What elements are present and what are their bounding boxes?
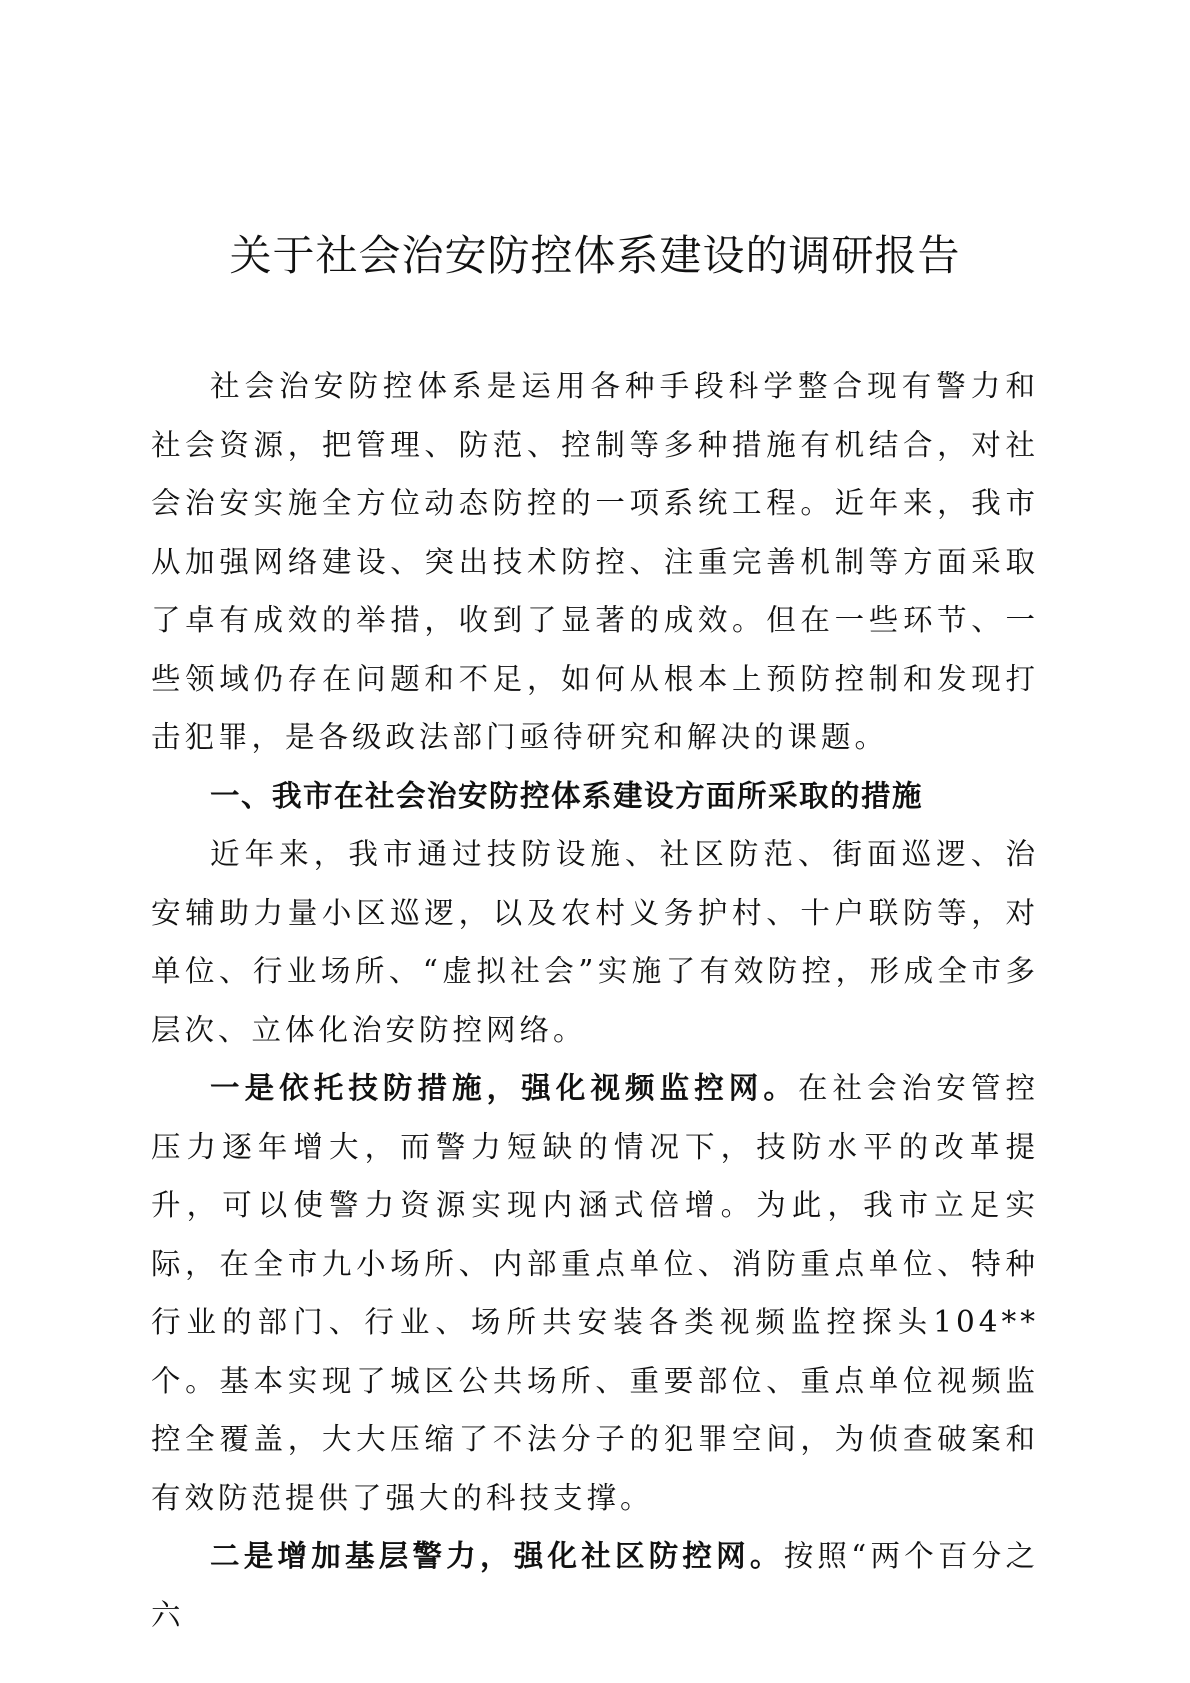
measure-1-lead: 一是依托技防措施，强化视频监控网。	[210, 1070, 798, 1105]
measure-1-body: 在社会治安管控压力逐年增大，而警力短缺的情况下，技防水平的改革提升，可以使警力资源实现内涵式倍增。为此，我市立足实际，在全市九小场所、内部重点单位、消防重点单位、特种行业的部门、行业、场所共安装各类视频监控探头104**个。基本实现了城区公共场所、重要部位、重点单位视频监控全覆盖，大大压缩了不法分子的犯罪空间，为侦查破案和有效防范提供了强大的科技支撑。	[151, 1071, 1039, 1515]
measure-2-paragraph	[151, 1527, 1039, 1644]
section-heading-1: 一、我市在社会治安防控体系建设方面所采取的措施	[210, 777, 924, 813]
intro-paragraph: 社会治安防控体系是运用各种手段科学整合现有警力和社会资源，把管理、防范、控制等多种措施有机结合，对社会治安实施全方位动态防控的一项系统工程。近年来，我市从加强网络建设、突出技术防控、注重完善机制等方面采取了卓有成效的举措，收到了显著的成效。但在一些环节、一些领域仍存在问题和不足，如何从根本上预防控制和发现打击犯罪，是各级政法部门亟待研究和解决的课题。	[151, 369, 1039, 754]
measure-1-paragraph	[151, 1059, 1039, 1527]
document-body	[151, 357, 1039, 1644]
document-title: 关于社会治安防控体系建设的调研报告	[229, 231, 961, 280]
section-1-intro-paragraph: 近年来，我市通过技防设施、社区防范、街面巡逻、治安辅助力量小区巡逻，以及农村义务护村、十户联防等，对单位、行业场所、“虚拟社会”实施了有效防控，形成全市多层次、立体化治安防控网络。	[151, 837, 1039, 1047]
measure-2-body: 按照“两个百分之六	[151, 1539, 1039, 1632]
measure-2-lead: 二是增加基层警力，强化社区防控网。	[210, 1538, 784, 1573]
